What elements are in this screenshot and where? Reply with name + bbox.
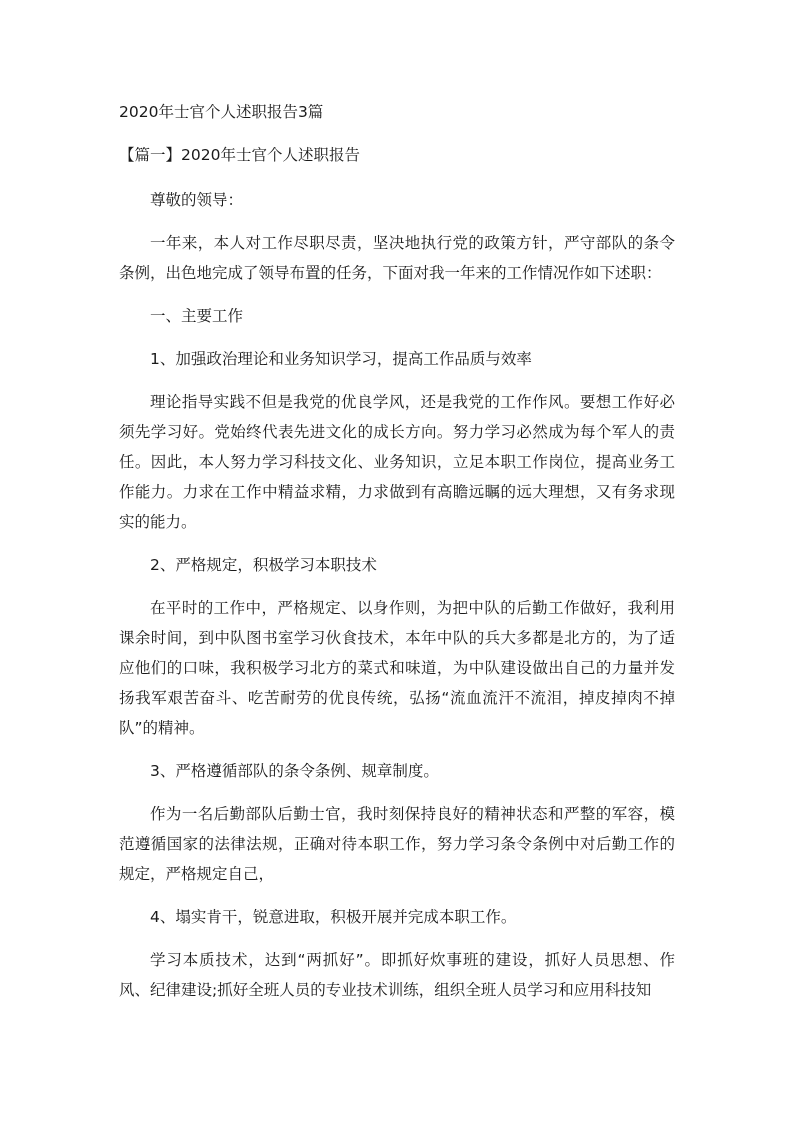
paragraph-item-4: 学习本质技术，达到“两抓好”。即抓好炊事班的建设，抓好人员思想、作风、纪律建设;抓好全班人员的专业技术训练，组织全班人员学习和应用科技知 (119, 951, 675, 999)
intro-paragraph: 一年来，本人对工作尽职尽责，坚决地执行党的政策方针，严守部队的条令条例，出色地完成了领导布置的任务，下面对我一年来的工作情况作如下述职： (119, 234, 675, 282)
document-title: 2020年士官个人述职报告3篇 (119, 103, 324, 121)
heading-main-work: 一、主要工作 (150, 307, 244, 325)
heading-item-3: 3、严格遵循部队的条令条例、规章制度。 (150, 762, 439, 780)
paragraph-item-1: 理论指导实践不但是我党的优良学风，还是我党的工作作风。要想工作好必须先学习好。党始终代表先进文化的成长方向。努力学习必然成为每个军人的责任。因此，本人努力学习科技文化、业务知识，立足本职工作岗位，提高业务工作能力。力求在工作中精益求精，力求做到有高瞻远瞩的远大理想，又有务求现实的能力。 (119, 393, 675, 531)
salutation: 尊敬的领导： (150, 191, 244, 209)
paragraph-item-3: 作为一名后勤部队后勤士官，我时刻保持良好的精神状态和严整的军容，模范遵循国家的法律法规，正确对待本职工作，努力学习条令条例中对后勤工作的规定，严格规定自己， (119, 805, 675, 883)
paragraph-item-2: 在平时的工作中，严格规定、以身作则，为把中队的后勤工作做好，我利用课余时间，到中队图书室学习伙食技术，本年中队的兵大多都是北方的，为了适应他们的口味，我积极学习北方的菜式和味道，为中队建设做出自己的力量并发扬我军艰苦奋斗、吃苦耐劳的优良传统，弘扬“流血流汗不流泪，掉皮掉肉不掉队”的精神。 (119, 599, 675, 737)
section-title: 【篇一】2020年士官个人述职报告 (119, 146, 360, 164)
heading-item-1: 1、加强政治理论和业务知识学习，提高工作品质与效率 (150, 350, 532, 368)
heading-item-4: 4、塌实肯干，锐意进取，积极开展并完成本职工作。 (150, 908, 517, 926)
heading-item-2: 2、严格规定，积极学习本职技术 (150, 556, 377, 574)
document-body (119, 185, 675, 1018)
